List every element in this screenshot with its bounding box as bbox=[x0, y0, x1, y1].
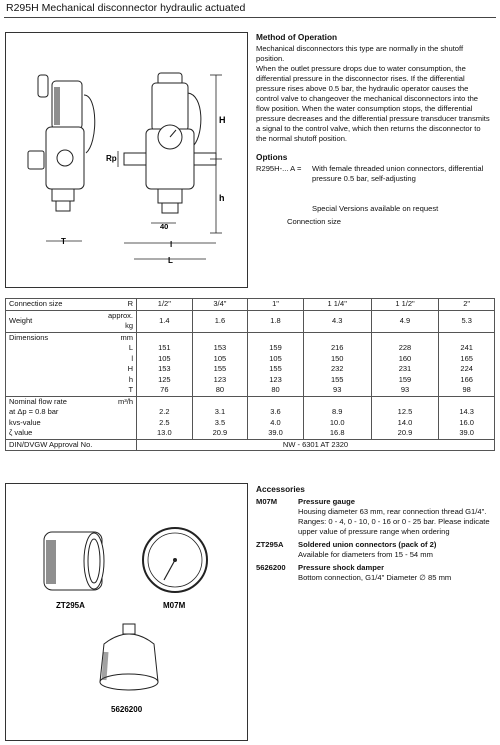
table-row bbox=[6, 439, 495, 451]
table-cell: 20.9 bbox=[371, 428, 439, 439]
weight-label: Weight bbox=[6, 310, 106, 332]
right-inlet bbox=[124, 153, 146, 165]
table-cell: 20.9 bbox=[192, 428, 248, 439]
table-cell: 123 bbox=[192, 375, 248, 386]
options-row bbox=[256, 164, 492, 200]
accessories-section bbox=[256, 484, 494, 583]
table-cell: 93 bbox=[303, 385, 371, 396]
table-cell: 4.9 bbox=[371, 310, 439, 332]
product-drawing bbox=[6, 33, 247, 287]
table-cell: 105 bbox=[192, 354, 248, 365]
accessory-name: Pressure shock damper bbox=[298, 563, 385, 572]
table-cell: 105 bbox=[137, 354, 193, 365]
table-cell: 39.0 bbox=[439, 428, 495, 439]
title-divider bbox=[4, 17, 496, 18]
table-cell: 16.0 bbox=[439, 418, 495, 429]
accessory-item bbox=[256, 497, 494, 537]
table-cell: 231 bbox=[371, 364, 439, 375]
table-cell: 216 bbox=[303, 343, 371, 354]
accessory-item bbox=[256, 540, 494, 560]
method-heading: Method of Operation bbox=[256, 32, 338, 42]
table-cell: 12.5 bbox=[371, 407, 439, 418]
accessory-code: ZT295A bbox=[256, 540, 284, 549]
flow-row-label: at Δp = 0.8 bar bbox=[6, 407, 106, 418]
flow-rate-unit: m³/h bbox=[105, 396, 137, 407]
table-cell: 80 bbox=[248, 385, 304, 396]
table-cell: 160 bbox=[371, 354, 439, 365]
connection-size-label: Connection size bbox=[6, 299, 106, 311]
table-cell: 3.1 bbox=[192, 407, 248, 418]
table-cell: 4.3 bbox=[303, 310, 371, 332]
pressure-gauge-picture bbox=[143, 528, 207, 592]
options-special: Special Versions available on request bbox=[312, 204, 439, 213]
approval-label: DIN/DVGW Approval No. bbox=[6, 439, 106, 451]
shock-damper-picture bbox=[100, 624, 158, 690]
table-cell: 1.4 bbox=[137, 310, 193, 332]
table-row bbox=[6, 407, 495, 418]
accessory-description: Housing diameter 63 mm, rear connection thread G1/4". Ranges: 0 - 4, 0 - 10, 0 - 16 or 0 - 25 bar. Please indicate upper value of pressure range when ordering bbox=[298, 507, 490, 536]
method-paragraph-2: When the outlet pressure drops due to water consumption, the differential pressure in the disconnector rises. If the differential pressure rises above 0.5 bar, the hydraulic operator causes the control valve to changeover the mechanical disconnectors into the flow position. When the water consumption stops, the differential pressure decreases and the differential pressure transducer transmits a signal to the control valve, which then returns the disconnector to the normal shutoff position. bbox=[256, 64, 490, 143]
accessories-heading: Accessories bbox=[256, 484, 305, 494]
table-cell: 14.3 bbox=[439, 407, 495, 418]
options-heading: Options bbox=[256, 152, 288, 162]
accessory-code: 5626200 bbox=[256, 563, 286, 572]
accessory-name: Pressure gauge bbox=[298, 497, 355, 506]
table-cell: 5.3 bbox=[439, 310, 495, 332]
dim-T: T bbox=[61, 237, 66, 246]
right-bottom bbox=[158, 189, 182, 203]
table-cell: 1" bbox=[248, 299, 304, 311]
flow-row-label: ζ value bbox=[6, 428, 106, 439]
left-outlet bbox=[52, 189, 74, 201]
table-cell: 8.9 bbox=[303, 407, 371, 418]
label-zt295a: ZT295A bbox=[56, 601, 85, 610]
table-cell: 241 bbox=[439, 343, 495, 354]
dimensions-label: Dimensions bbox=[6, 332, 106, 343]
dim-row-label: h bbox=[105, 375, 137, 386]
left-port bbox=[57, 150, 73, 166]
table-row bbox=[6, 332, 495, 343]
dim-L: L bbox=[168, 256, 173, 265]
table-cell: 1/2" bbox=[137, 299, 193, 311]
table-row bbox=[6, 310, 495, 332]
flow-row-label: kvs-value bbox=[6, 418, 106, 429]
table-cell: 153 bbox=[137, 364, 193, 375]
table-cell: 16.8 bbox=[303, 428, 371, 439]
table-row bbox=[6, 343, 495, 354]
table-cell: 39.0 bbox=[248, 428, 304, 439]
table-cell: 1 1/2" bbox=[371, 299, 439, 311]
approval-value: NW - 6301 AT 2320 bbox=[137, 439, 495, 451]
dimensions-unit: mm bbox=[105, 332, 137, 343]
table-cell: 125 bbox=[137, 375, 193, 386]
table-cell: 159 bbox=[371, 375, 439, 386]
table-cell: 2.5 bbox=[137, 418, 193, 429]
weight-unit: approx. kg bbox=[105, 310, 137, 332]
table-cell: 228 bbox=[371, 343, 439, 354]
flow-rate-label: Nominal flow rate bbox=[6, 396, 106, 407]
table-cell: 76 bbox=[137, 385, 193, 396]
specification-table bbox=[5, 298, 495, 451]
table-cell: 166 bbox=[439, 375, 495, 386]
table-row bbox=[6, 375, 495, 386]
table-cell: 153 bbox=[192, 343, 248, 354]
table-row bbox=[6, 385, 495, 396]
dim-h: h bbox=[219, 193, 225, 203]
accessories-drawing-frame bbox=[5, 483, 248, 741]
table-cell: 13.0 bbox=[137, 428, 193, 439]
table-cell: 1.8 bbox=[248, 310, 304, 332]
options-connection-size: Connection size bbox=[287, 217, 342, 226]
table-cell: 1.6 bbox=[192, 310, 248, 332]
accessory-description: Available for diameters from 15 - 54 mm bbox=[298, 550, 433, 559]
dim-H: H bbox=[219, 115, 226, 125]
accessory-item bbox=[256, 563, 494, 583]
table-row bbox=[6, 396, 495, 407]
options-section bbox=[256, 152, 492, 227]
accessory-code: M07M bbox=[256, 497, 278, 506]
table-cell: 4.0 bbox=[248, 418, 304, 429]
table-row bbox=[6, 364, 495, 375]
dim-40: 40 bbox=[160, 222, 169, 231]
left-outlet-nut bbox=[56, 201, 70, 211]
table-cell: 123 bbox=[248, 375, 304, 386]
table-row bbox=[6, 418, 495, 429]
table-cell: 159 bbox=[248, 343, 304, 354]
table-cell: 10.0 bbox=[303, 418, 371, 429]
table-cell: 165 bbox=[439, 354, 495, 365]
table-cell: 3.5 bbox=[192, 418, 248, 429]
table-cell: 155 bbox=[303, 375, 371, 386]
accessories-drawing bbox=[6, 484, 247, 740]
table-cell: 1 1/4" bbox=[303, 299, 371, 311]
table-cell: 3/4" bbox=[192, 299, 248, 311]
page-title: R295H Mechanical disconnector hydraulic actuated bbox=[6, 2, 246, 14]
table-cell: 151 bbox=[137, 343, 193, 354]
product-drawing-frame bbox=[5, 32, 248, 288]
table-cell: 105 bbox=[248, 354, 304, 365]
method-of-operation bbox=[256, 32, 492, 227]
table-row bbox=[6, 354, 495, 365]
dim-row-label: H bbox=[105, 364, 137, 375]
method-paragraph-1: Mechanical disconnectors this type are normally in the shutoff position. bbox=[256, 44, 464, 63]
table-row bbox=[6, 428, 495, 439]
label-5626200: 5626200 bbox=[111, 705, 143, 714]
accessory-description: Bottom connection, G1/4" Diameter ∅ 85 mm bbox=[298, 573, 452, 582]
table-cell: 155 bbox=[192, 364, 248, 375]
dim-row-label: l bbox=[105, 354, 137, 365]
dim-Rp: Rp bbox=[106, 154, 117, 163]
label-m07m: M07M bbox=[163, 601, 186, 610]
accessory-name: Soldered union connectors (pack of 2) bbox=[298, 540, 437, 549]
table-cell: 3.6 bbox=[248, 407, 304, 418]
table-cell: 93 bbox=[371, 385, 439, 396]
dim-row-label: T bbox=[105, 385, 137, 396]
right-bottom-nut bbox=[162, 203, 178, 213]
left-actuator-cap bbox=[38, 75, 48, 97]
table-cell: 14.0 bbox=[371, 418, 439, 429]
dim-l: l bbox=[170, 240, 173, 249]
table-cell: 155 bbox=[248, 364, 304, 375]
table-cell: 2" bbox=[439, 299, 495, 311]
table-cell: 150 bbox=[303, 354, 371, 365]
table-cell: 2.2 bbox=[137, 407, 193, 418]
table-cell: 80 bbox=[192, 385, 248, 396]
connection-size-unit: R bbox=[105, 299, 137, 311]
table-row bbox=[6, 299, 495, 311]
options-description: With female threaded union connectors, differential pressure 0.5 bar, self-adjusting bbox=[312, 164, 484, 183]
right-actuator-body bbox=[152, 83, 188, 131]
table-cell: 98 bbox=[439, 385, 495, 396]
left-sensing-line bbox=[84, 95, 95, 153]
left-shading bbox=[54, 87, 60, 125]
table-cell: 232 bbox=[303, 364, 371, 375]
table-cell: 224 bbox=[439, 364, 495, 375]
options-code: R295H-... A = bbox=[256, 164, 302, 173]
left-handwheel bbox=[28, 151, 44, 169]
dim-row-label: L bbox=[105, 343, 137, 354]
